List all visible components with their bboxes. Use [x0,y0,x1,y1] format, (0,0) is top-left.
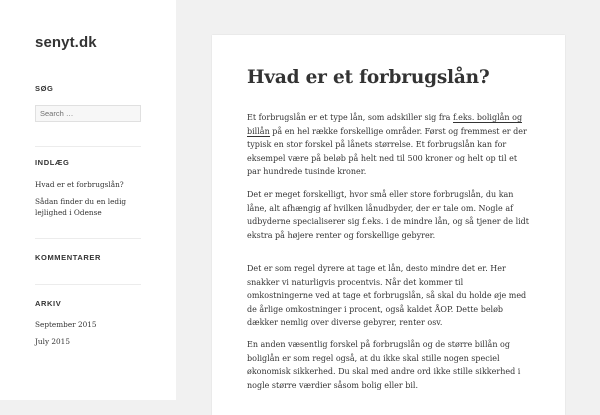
archive-link[interactable]: July 2015 [35,337,70,346]
widget-divider [35,284,141,285]
loan-types-link[interactable]: f.eks. boliglån og billån [247,113,523,136]
article-title: Hvad er et forbrugslån? [247,67,490,88]
article-paragraph: En anden væsentlig forskel på forbrugslån og de større billån og boliglån er som regel også, at du ikke skal stille nogen speciel økonomisk sikkerhed. Du skal med andre ord ikke stille sikkerhed i nogle større værdier såsom bolig eller bil. [247,340,521,390]
article-paragraph: Det er som regel dyrere at tage et lån, desto mindre det er. Her snakker vi naturligvis procentvis. Når det kommer til omkostningerne ved at tage et forbrugslån, så skal du holde øje med de årlige omkostninger i procent, også kaldet ÅOP. Dette beløb dækker nemlig over diverse gebyrer, renter osv. [247,264,527,327]
post-link[interactable]: Sådan finder du en ledig lejlighed i Odense [35,197,127,217]
article-paragraph [247,111,529,179]
article-paragraph: Det er meget forskelligt, hvor små eller store forbrugslån, du kan låne, alt afhængig af hvilken lånudbyder, der er tale om. Nogle af udbyderne specialiserer sig f.eks. i de mindre lån, og så tjener de lidt ekstra på højere renter og forskellige gebyrer. [247,190,530,240]
archive-widget-heading: ARKIV [35,299,62,308]
search-input[interactable] [35,105,141,122]
post-link[interactable]: Hvad er et forbrugslån? [35,180,124,189]
widget-divider [35,238,141,239]
posts-widget-heading: INDLÆG [35,158,70,167]
site-title-link[interactable]: senyt.dk [35,34,97,51]
archive-link[interactable]: September 2015 [35,320,97,329]
paragraph-text: på en hel række forskellige områder. Først og fremmest er der typisk en stor forskel på lånets størrelse. Et forbrugslån kan for eksempel være på beløb på helt ned til 500 kroner og helt op til et par hundrede tusinde kroner. [247,126,527,176]
article-card [212,35,565,415]
paragraph-text: Et forbrugslån er et type lån, som adskiller sig fra [247,113,453,122]
comments-widget-heading: KOMMENTARER [35,253,102,262]
search-widget-heading: SØG [35,84,54,93]
sidebar [0,0,176,400]
widget-divider [35,146,141,147]
